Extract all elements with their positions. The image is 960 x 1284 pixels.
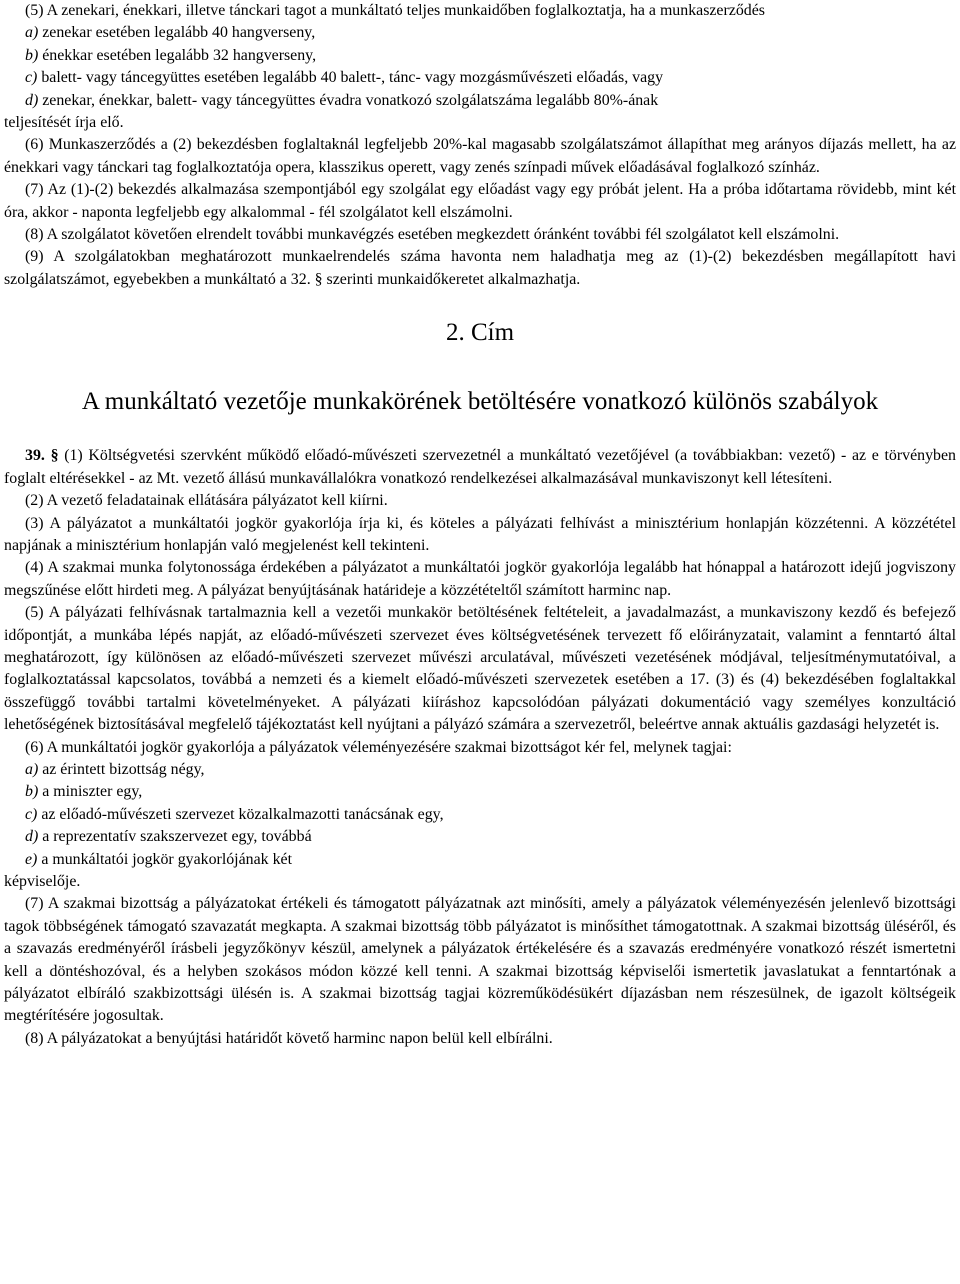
list-item-text: az érintett bizottság négy, bbox=[38, 760, 205, 778]
list-item-label: d) bbox=[25, 828, 39, 846]
section-39-paragraph-5: (5) A pályázati felhívásnak tartalmaznia kell a vezetői munkakör betöltésének feltételeit, a javadalmazást, a munkaviszony kezdő és befejező időpontját, a munkába lépés napját, az előadó-művészeti szervezet éves költségvetésének tervezett fő előirányzatait, valamint a fenntartó által meghatározott, így különösen az előadó-művészeti szervezet művészi arculatával, művészeti vezetésének módjával, teljesítménymutatóival, a foglalkoztatással kapcsolatos, továbbá a nemzeti és a kiemelt előadó-művészeti szervezetek esetében a 17. (3) és (4) bekezdésében foglaltakkal összefüggő további tartalmi követelményeket. A pályázati kiíráshoz kapcsolódóan pályázati dokumentáció vagy személyes konzultáció lehetőségének biztosításával megfelelő tájékoztatást kell nyújtani a pályázó számára a szervezetről, beleértve annak aktuális gazdasági helyzetét is. bbox=[4, 604, 956, 734]
list-item bbox=[4, 67, 956, 89]
list-item-label: b) bbox=[25, 783, 39, 801]
section-39-paragraph-6-tail: képviselője. bbox=[4, 873, 81, 890]
list-item-label: d) bbox=[25, 91, 39, 109]
list-item bbox=[4, 781, 956, 803]
section-subtitle: A munkáltató vezetője munkakörének betöltésére vonatkozó különös szabályok bbox=[81, 388, 879, 416]
section-39-paragraph-8: (8) A pályázatokat a benyújtási határidőt követő harminc napon belül kell elbírálni. bbox=[25, 1029, 553, 1047]
paragraph-7: (7) Az (1)-(2) bekezdés alkalmazása szempontjából egy szolgálat egy előadást vagy egy próbát jelent. Ha a próba időtartama rövidebb, mint két óra, akkor - naponta legfeljebb egy alkalommal - fél szolgálatot kell elszámolni. bbox=[4, 181, 956, 221]
paragraph-9: (9) A szolgálatokban meghatározott munkaelrendelés száma havonta nem haladhatja meg az (1)-(2) bekezdésben megállapított havi szolgálatszámot, egyebekben a munkáltató a 32. § szerinti munkaidőkeretet alkalmazhatja. bbox=[4, 248, 956, 288]
paragraph-5-tail: teljesítését írja elő. bbox=[4, 114, 124, 132]
list-item bbox=[4, 849, 956, 871]
section-39-paragraph-1 bbox=[4, 445, 956, 490]
section-sign: § bbox=[50, 447, 59, 465]
list-item-label: c) bbox=[25, 69, 38, 87]
section-39-paragraph-6-intro: (6) A munkáltatói jogkör gyakorlója a pályázatok véleményezésére szakmai bizottságot kér fel, melynek tagjai: bbox=[25, 738, 732, 756]
list-item bbox=[4, 22, 956, 44]
paragraph-6: (6) Munkaszerződés a (2) bekezdésben foglaltaknál legfeljebb 20%-kal magasabb szolgálatszámot állapíthat meg arányos díjazás mellett, ha az énekkari vagy tánckari tag foglalkoztatója opera, klasszikus operett, vagy zenés színpadi művek előadásával foglalkozó színház. bbox=[4, 136, 956, 176]
list-item-text: énekkar esetében legalább 32 hangverseny, bbox=[38, 46, 317, 64]
list-item bbox=[4, 90, 956, 112]
list-item-text: zenekar esetében legalább 40 hangverseny, bbox=[38, 24, 316, 42]
list-item-text: balett- vagy táncegyüttes esetében legalább 40 balett-, tánc- vagy mozgásművészeti előadás, vagy bbox=[37, 69, 664, 87]
section-39-paragraph-1-text: (1) Költségvetési szervként működő előadó-művészeti szervezetnél a munkáltató vezetőjével (a továbbiakban: vezető) - az e törvényben foglalt eltérésekkel - az Mt. vezető állású munkavállalókra vonatkozó rendelkezései alkalmazásával munkaviszonyt kell létesíteni. bbox=[4, 447, 956, 487]
list-item-text: a miniszter egy, bbox=[38, 783, 143, 801]
list-item-label: b) bbox=[25, 46, 39, 64]
list-item bbox=[4, 804, 956, 826]
section-39-paragraph-4: (4) A szakmai munka folytonossága érdekében a pályázatot a munkáltatói jogkör gyakorlója legalább hat hónappal a határozott idejű jogviszony megszűnése előtt hirdeti meg. A pályázat benyújtásának határideje a közzétételtől számított harminc nap. bbox=[4, 559, 956, 599]
list-item-text: a reprezentatív szakszervezet egy, továbbá bbox=[38, 828, 312, 846]
list-item-label: c) bbox=[25, 805, 38, 823]
section-39-paragraph-6-list bbox=[4, 759, 956, 871]
list-item-label: a) bbox=[25, 24, 39, 42]
paragraph-5-list bbox=[4, 22, 956, 112]
section-39-paragraph-2: (2) A vezető feladatainak ellátására pályázatot kell kiírni. bbox=[25, 492, 388, 510]
section-number: 39. bbox=[25, 447, 45, 465]
list-item-text: a munkáltatói jogkör gyakorlójának két bbox=[37, 850, 292, 868]
list-item-label: a) bbox=[25, 760, 39, 778]
list-item bbox=[4, 45, 956, 67]
paragraph-5-intro: (5) A zenekari, énekkari, illetve tánckari tagot a munkáltató teljes munkaidőben foglalkoztatja, ha a munkaszerződés bbox=[25, 2, 765, 19]
section-39-paragraph-3: (3) A pályázatot a munkáltatói jogkör gyakorlója írja ki, és köteles a pályázati felhívást a minisztérium honlapján közzétenni. A közzététel napjának a minisztérium honlapján való megjelenést kell tekinteni. bbox=[4, 514, 956, 554]
list-item bbox=[4, 826, 956, 848]
paragraph-8: (8) A szolgálatot követően elrendelt további munkavégzés esetében megkezdett óránként további fél szolgálatot kell elszámolni. bbox=[25, 226, 840, 244]
list-item-text: az előadó-művészeti szervezet közalkalmazotti tanácsának egy, bbox=[37, 805, 444, 823]
section-title: 2. Cím bbox=[445, 319, 515, 347]
list-item-label: e) bbox=[25, 850, 38, 868]
section-39-paragraph-7: (7) A szakmai bizottság a pályázatokat értékeli és támogatott pályázatnak azt minősíti, amely a pályázatok véleményezésén jelenlevő bizottsági tagok többségének támogató szavazatát megkapta. A szakmai bizottság több pályázatot is minősíthet támogatottnak. A szakmai bizottság üléséről, és a szavazás eredményéről írásbeli jegyzőkönyv készül, amelynek a pályázatok értékelésére és a szavazás eredményére vonatkozó részét ismertetni kell a döntéshozóval, és a helyben szokásos módon közzé kell tenni. A szakmai bizottság képviselői ismertetik javaslatukat a fenntartónak a pályázatot elbíráló szakbizottsági ülésén is. A szakmai bizottság tagjai közreműködésükért díjazásban nem részesülnek, de igazolt költségeik megtérítésére jogosultak. bbox=[4, 895, 956, 1025]
list-item-text: zenekar, énekkar, balett- vagy táncegyüttes évadra vonatkozó szolgálatszáma legalább 80%-ának bbox=[38, 91, 659, 109]
list-item bbox=[4, 759, 956, 781]
